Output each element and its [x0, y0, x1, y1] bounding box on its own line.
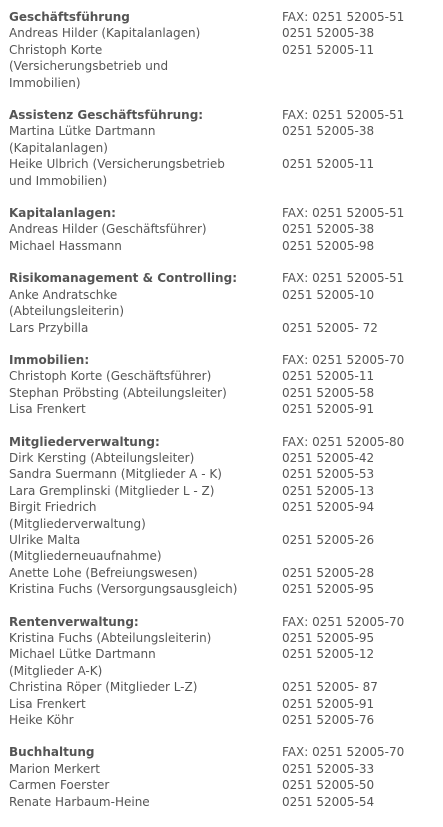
department-title: Mitgliederverwaltung: [9, 434, 160, 449]
department-heading [9, 107, 443, 123]
contact-row [9, 646, 443, 662]
department-section [9, 205, 443, 254]
contact-row [9, 75, 443, 91]
contact-phone: 0251 52005-94 [282, 500, 375, 515]
contact-name: Lars Przybilla [9, 320, 89, 335]
contact-name: Marion Merkert [9, 761, 100, 776]
department-section [9, 107, 443, 189]
contact-name: Heike Köhr [9, 713, 74, 728]
contact-phone: 0251 52005-13 [282, 483, 375, 498]
contact-phone: 0251 52005-11 [282, 369, 375, 384]
contact-phone: 0251 52005-91 [282, 696, 375, 711]
contact-name: und Immobilien) [9, 173, 108, 188]
contact-row [9, 499, 443, 515]
department-section [9, 9, 443, 91]
contact-name: Lara Gremplinski (Mitglieder L - Z) [9, 483, 215, 498]
department-title: Risikomanagement & Controlling: [9, 271, 237, 286]
department-fax: FAX: 0251 52005-51 [282, 108, 405, 123]
department-heading [9, 352, 443, 368]
contact-name: Lisa Frenkert [9, 696, 86, 711]
contact-name: Renate Harbaum-Heine [9, 794, 150, 809]
contact-name: Christoph Korte [9, 42, 103, 57]
department-title: Buchhaltung [9, 745, 95, 760]
contact-row [9, 173, 443, 189]
department-fax: FAX: 0251 52005-80 [282, 434, 405, 449]
contact-phone: 0251 52005-26 [282, 532, 375, 547]
department-fax: FAX: 0251 52005-70 [282, 745, 405, 760]
contact-phone: 0251 52005-38 [282, 26, 375, 41]
contact-phone: 0251 52005-28 [282, 565, 375, 580]
contact-row [9, 156, 443, 172]
contact-row [9, 483, 443, 499]
contact-name: (Kapitalanlagen) [9, 140, 108, 155]
contact-name: (Mitgliederneuaufnahme) [9, 549, 162, 564]
contact-row [9, 532, 443, 548]
department-section [9, 434, 443, 598]
contact-phone: 0251 52005-10 [282, 287, 375, 302]
contact-row [9, 581, 443, 597]
contact-row [9, 140, 443, 156]
contact-name: Lisa Frenkert [9, 402, 86, 417]
department-title: Assistenz Geschäftsführung: [9, 108, 204, 123]
contact-name: Dirk Kersting (Abteilungsleiter) [9, 450, 195, 465]
contact-row [9, 712, 443, 728]
contact-row [9, 761, 443, 777]
department-title: Geschäftsführung [9, 10, 130, 24]
contact-name: Andreas Hilder (Geschäftsführer) [9, 222, 207, 237]
department-title: Rentenverwaltung: [9, 614, 139, 629]
contact-row [9, 696, 443, 712]
contact-row [9, 450, 443, 466]
contact-name: Kristina Fuchs (Abteilungsleiterin) [9, 631, 212, 645]
contact-row [9, 368, 443, 384]
contact-phone: 0251 52005-42 [282, 450, 375, 465]
contact-row [9, 548, 443, 564]
department-section [9, 352, 443, 418]
contact-row [9, 630, 443, 646]
contact-phone: 0251 52005-12 [282, 647, 375, 662]
department-fax: FAX: 0251 52005-70 [282, 352, 405, 367]
contact-name: (Mitglieder A-K) [9, 663, 103, 678]
department-heading [9, 205, 443, 221]
contact-name: Michael Hassmann [9, 238, 122, 253]
contact-phone: 0251 52005-33 [282, 761, 375, 776]
department-heading [9, 270, 443, 286]
contact-phone: 0251 52005-54 [282, 794, 375, 809]
contact-row [9, 401, 443, 417]
contact-name: Heike Ulbrich (Versicherungsbetrieb [9, 157, 225, 172]
contact-row [9, 777, 443, 793]
contact-phone: 0251 52005- 72 [282, 320, 378, 335]
contact-row [9, 320, 443, 336]
department-heading [9, 614, 443, 630]
contact-phone: 0251 52005-76 [282, 713, 375, 728]
contact-name: Carmen Foerster [9, 778, 110, 793]
contact-row [9, 303, 443, 319]
contact-row [9, 565, 443, 581]
contact-row [9, 794, 443, 810]
department-heading [9, 9, 443, 25]
contact-row [9, 663, 443, 679]
contact-row [9, 466, 443, 482]
contact-name: (Abteilungsleiterin) [9, 304, 125, 319]
contact-phone: 0251 52005- 87 [282, 680, 378, 695]
contact-name: Anette Lohe (Befreiungswesen) [9, 565, 198, 580]
department-section [9, 614, 443, 729]
department-fax: FAX: 0251 52005-70 [282, 614, 405, 629]
department-section [9, 270, 443, 336]
contact-name: Christina Röper (Mitglieder L-Z) [9, 680, 198, 695]
contact-phone: 0251 52005-11 [282, 157, 375, 172]
contact-name: Stephan Pröbsting (Abteilungsleiter) [9, 385, 227, 400]
contact-row [9, 516, 443, 532]
contact-row [9, 123, 443, 139]
contact-phone: 0251 52005-95 [282, 631, 375, 645]
department-fax: FAX: 0251 52005-51 [282, 271, 405, 286]
contact-phone: 0251 52005-95 [282, 582, 375, 597]
contact-phone: 0251 52005-53 [282, 467, 375, 482]
contact-name: (Versicherungsbetrieb und [9, 59, 169, 74]
contact-name: Kristina Fuchs (Versorgungsausgleich) [9, 582, 238, 597]
contact-row [9, 385, 443, 401]
department-heading [9, 434, 443, 450]
contact-phone: 0251 52005-50 [282, 778, 375, 793]
contact-row [9, 25, 443, 41]
department-fax: FAX: 0251 52005-51 [282, 206, 405, 221]
contact-row [9, 287, 443, 303]
contact-name: Andreas Hilder (Kapitalanlagen) [9, 26, 201, 41]
department-fax: FAX: 0251 52005-51 [282, 10, 405, 24]
contact-name: Anke Andratschke [9, 287, 118, 302]
contact-name: Christoph Korte (Geschäftsführer) [9, 369, 212, 384]
contact-name: Sandra Suermann (Mitglieder A - K) [9, 467, 222, 482]
department-heading [9, 744, 443, 760]
contact-row [9, 221, 443, 237]
contact-phone: 0251 52005-38 [282, 124, 375, 139]
contact-name: Immobilien) [9, 75, 81, 90]
contact-phone: 0251 52005-98 [282, 238, 375, 253]
department-title: Kapitalanlagen: [9, 206, 116, 221]
contact-name: Michael Lütke Dartmann [9, 647, 156, 662]
contact-name: (Mitgliederverwaltung) [9, 516, 146, 531]
contact-row [9, 238, 443, 254]
department-section [9, 744, 443, 810]
contact-name: Ulrike Malta [9, 532, 81, 547]
contact-name: Martina Lütke Dartmann [9, 124, 156, 139]
contact-name: Birgit Friedrich [9, 500, 97, 515]
contact-phone: 0251 52005-91 [282, 402, 375, 417]
contact-phone: 0251 52005-38 [282, 222, 375, 237]
contact-phone: 0251 52005-11 [282, 42, 375, 57]
department-title: Immobilien: [9, 352, 90, 367]
contact-row [9, 679, 443, 695]
contact-row [9, 42, 443, 58]
contact-row [9, 58, 443, 74]
contact-phone: 0251 52005-58 [282, 385, 375, 400]
